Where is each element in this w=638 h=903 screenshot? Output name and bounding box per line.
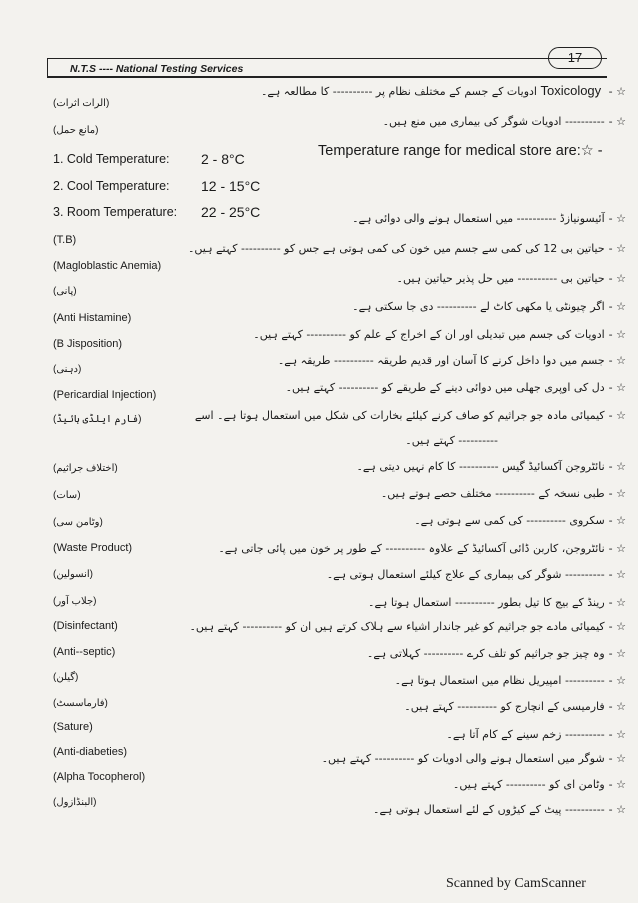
- question-25: ☆ ----------- پیٹ کے کیڑوں کے لئے استعمال ہوتی ہے۔: [373, 803, 626, 816]
- answer-11: (فارم ایلڈی ہائیڈ): [53, 414, 142, 425]
- question-toxicology: ☆ - Toxicology ادویات کے جسم کے مختلف نظام پر ---------- کا مطالعہ ہے۔: [260, 83, 626, 98]
- answer-6: (پانی): [53, 286, 77, 297]
- question-5: ☆ -حیاتین بی 12 کی کمی سے جسم میں خون کی کمی ہوتی ہے جس کو ---------- کہتے ہیں۔: [187, 242, 626, 255]
- answer-8: (B Jisposition): [53, 338, 123, 350]
- question-4: ☆ -آئیسونیازڈ ---------- میں استعمال ہونے والی دوائی ہے۔: [352, 212, 626, 225]
- answer-23: (Anti-diabeties): [53, 746, 127, 758]
- answer-16: (انسولین): [53, 569, 94, 580]
- question-6: ☆ -حیاتین بی ---------- میں حل پذیر حیاتین ہیں۔: [396, 272, 626, 285]
- question-23: ☆ -شوگر میں استعمال ہونے والی ادویات کو ---------- کہتے ہیں۔: [321, 752, 626, 765]
- question-17: ☆ -رینڈ کے بیج کا تیل بطور ---------- استعمال ہوتا ہے۔: [368, 596, 626, 609]
- answer-22: (Sature): [53, 721, 93, 733]
- answer-17: (جلاب آور): [53, 596, 97, 607]
- question-20: ☆ ----------- امپیریل نظام میں استعمال ہوتا ہے۔: [394, 674, 626, 687]
- answer-5: (Magloblastic Anemia): [53, 260, 162, 272]
- temperature-question: Temperature range for medical store are:☆ -: [318, 143, 603, 159]
- question-11-continuation: ---------- کہتے ہیں۔: [405, 434, 498, 447]
- answer-14: (وٹامن سی): [53, 517, 103, 528]
- answer-25: (البنڈازول): [53, 797, 97, 808]
- question-12: ☆ -نائٹروجن آکسائیڈ گیس ---------- کا کام نہیں دیتی ہے۔: [356, 460, 626, 473]
- answer-1: (الرات اثرات): [53, 98, 110, 109]
- answer-21: (فارماسسٹ): [53, 698, 108, 709]
- question-11: ☆ -کیمیائی مادہ جو جراثیم کو صاف کرنے کیلئے بخارات کی شکل میں استعمال ہوتا ہے۔ اسے: [194, 409, 626, 422]
- header-top-rule: [47, 58, 607, 59]
- answer-10: (Pericardial Injection): [53, 389, 157, 401]
- question-14: ☆ -سکروی ---------- کی کمی سے ہوتی ہے۔: [414, 514, 626, 527]
- answer-4: (T.B): [53, 234, 77, 246]
- answer-20: (گیلن): [53, 672, 79, 683]
- answer-12: (اختلاف جراثیم): [53, 463, 118, 474]
- temperature-room: 3. Room Temperature: 22 - 25°C: [53, 204, 261, 220]
- question-9: ☆ -جسم میں دوا داخل کرنے کا آسان اور قدیم طریقہ ---------- طریقہ ہے۔: [277, 354, 626, 367]
- question-21: ☆ -فارمیسی کے انچارج کو ---------- کہتے ہیں۔: [404, 700, 626, 713]
- question-2: ☆ ----------- ادویات شوگر کی بیماری میں منع ہیں۔: [382, 115, 626, 128]
- question-16: ☆ ----------- شوگر کی بیماری کے علاج کیلئے استعمال ہوتی ہے۔: [326, 568, 626, 581]
- question-22: ☆ ----------- زخم سینے کے کام آتا ہے۔: [446, 728, 626, 741]
- header-rule: [47, 76, 607, 78]
- answer-24: (Alpha Tocopherol): [53, 771, 146, 783]
- answer-15: (Waste Product): [53, 542, 133, 554]
- header-left-edge: [47, 58, 48, 78]
- question-18: ☆ -کیمیائی مادے جو جراثیم کو غیر جاندار اشیاء سے ہلاک کرتے ہیں ان کو ---------- کہتے ہیں۔: [189, 620, 626, 633]
- answer-19: (Anti--septic): [53, 646, 116, 658]
- page-number: 17: [548, 47, 602, 69]
- question-10: ☆ -دل کی اوپری جھلی میں دوائی دینے کے طریقے کو ---------- کہتے ہیں۔: [285, 381, 626, 394]
- answer-18: (Disinfectant): [53, 620, 118, 632]
- answer-2: (مانع حمل): [53, 125, 99, 136]
- question-19: ☆ -وہ چیز جو جراثیم کو تلف کرے ---------- کہلاتی ہے۔: [366, 647, 626, 660]
- answer-9: (دہنی): [53, 364, 82, 375]
- scanner-watermark: Scanned by CamScanner: [446, 876, 586, 891]
- header-title: N.T.S ---- National Testing Services: [70, 63, 244, 75]
- answer-7: (Anti Histamine): [53, 312, 132, 324]
- temperature-cold: 1. Cold Temperature: 2 - 8°C: [53, 151, 245, 167]
- answer-13: (سات): [53, 490, 81, 501]
- temperature-cool: 2. Cool Temperature: 12 - 15°C: [53, 178, 261, 194]
- question-15: ☆ -نائٹروجن، کاربن ڈائی آکسائیڈ کے علاوہ ---------- کے طور پر خون میں پائی جاتی ہے۔: [218, 542, 626, 555]
- question-7: ☆ -اگر چیونٹی یا مکھی کاٹ لے ---------- دی جا سکتی ہے۔: [352, 300, 626, 313]
- question-13: ☆ -طبی نسخہ کے ---------- مختلف حصے ہوتے ہیں۔: [380, 487, 626, 500]
- question-24: ☆ -وٹامن ای کو ---------- کہتے ہیں۔: [452, 778, 626, 791]
- question-8: ☆ -ادویات کی جسم میں تبدیلی اور ان کے اخراج کے علم کو ---------- کہتے ہیں۔: [253, 328, 626, 341]
